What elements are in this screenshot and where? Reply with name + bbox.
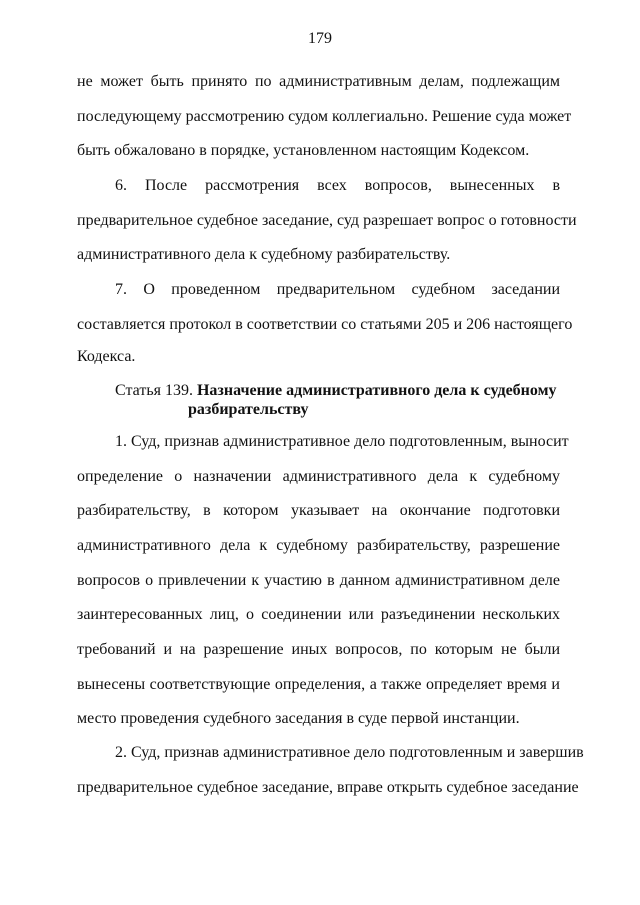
text-line: быть обжаловано в порядке, установленном настоящим Кодексом. [77,142,530,159]
text-line: 7. О проведенном предварительном судебном заседании [115,281,560,298]
text-line: разбирательству, в котором указывает на окончание подготовки [77,502,560,519]
article-heading [115,380,560,402]
article-title-continuation: разбирательству [188,401,309,418]
text-line: требований и на разрешение иных вопросов, по которым не были [77,641,560,658]
text-line: Кодекса. [77,348,136,365]
text-line: место проведения судебного заседания в суде первой инстанции. [77,710,520,727]
text-line: вопросов о привлечении к участию в данном административном деле [77,572,560,589]
text-line: предварительное судебное заседание, вправе открыть судебное заседание [77,779,579,796]
text-line: составляется протокол в соответствии со статьями 205 и 206 настоящего [77,316,573,333]
text-line: административного дела к судебному разбирательству, разрешение [77,537,560,554]
text-line: не может быть принято по административным делам, подлежащим [77,73,560,90]
text-line: 6. После рассмотрения всех вопросов, вынесенных в [115,177,560,194]
text-line: 2. Суд, признав административное дело подготовленным и завершив [115,744,584,761]
text-line: 1. Суд, признав административное дело подготовленным, выносит [115,433,569,450]
text-line: административного дела к судебному разбирательству. [77,246,451,263]
text-line: последующему рассмотрению судом коллегиально. Решение суда может [77,108,572,125]
text-line: определение о назначении административного дела к судебному [77,468,560,485]
article-label: Статья 139. [115,382,193,399]
article-title: Назначение административного дела к судебному [196,382,557,399]
text-line: предварительное судебное заседание, суд разрешает вопрос о готовности [77,212,577,229]
page-number: 179 [308,30,332,47]
text-line: вынесены соответствующие определения, а также определяет время и [77,676,560,693]
text-line: заинтересованных лиц, о соединении или разъединении нескольких [77,606,560,623]
